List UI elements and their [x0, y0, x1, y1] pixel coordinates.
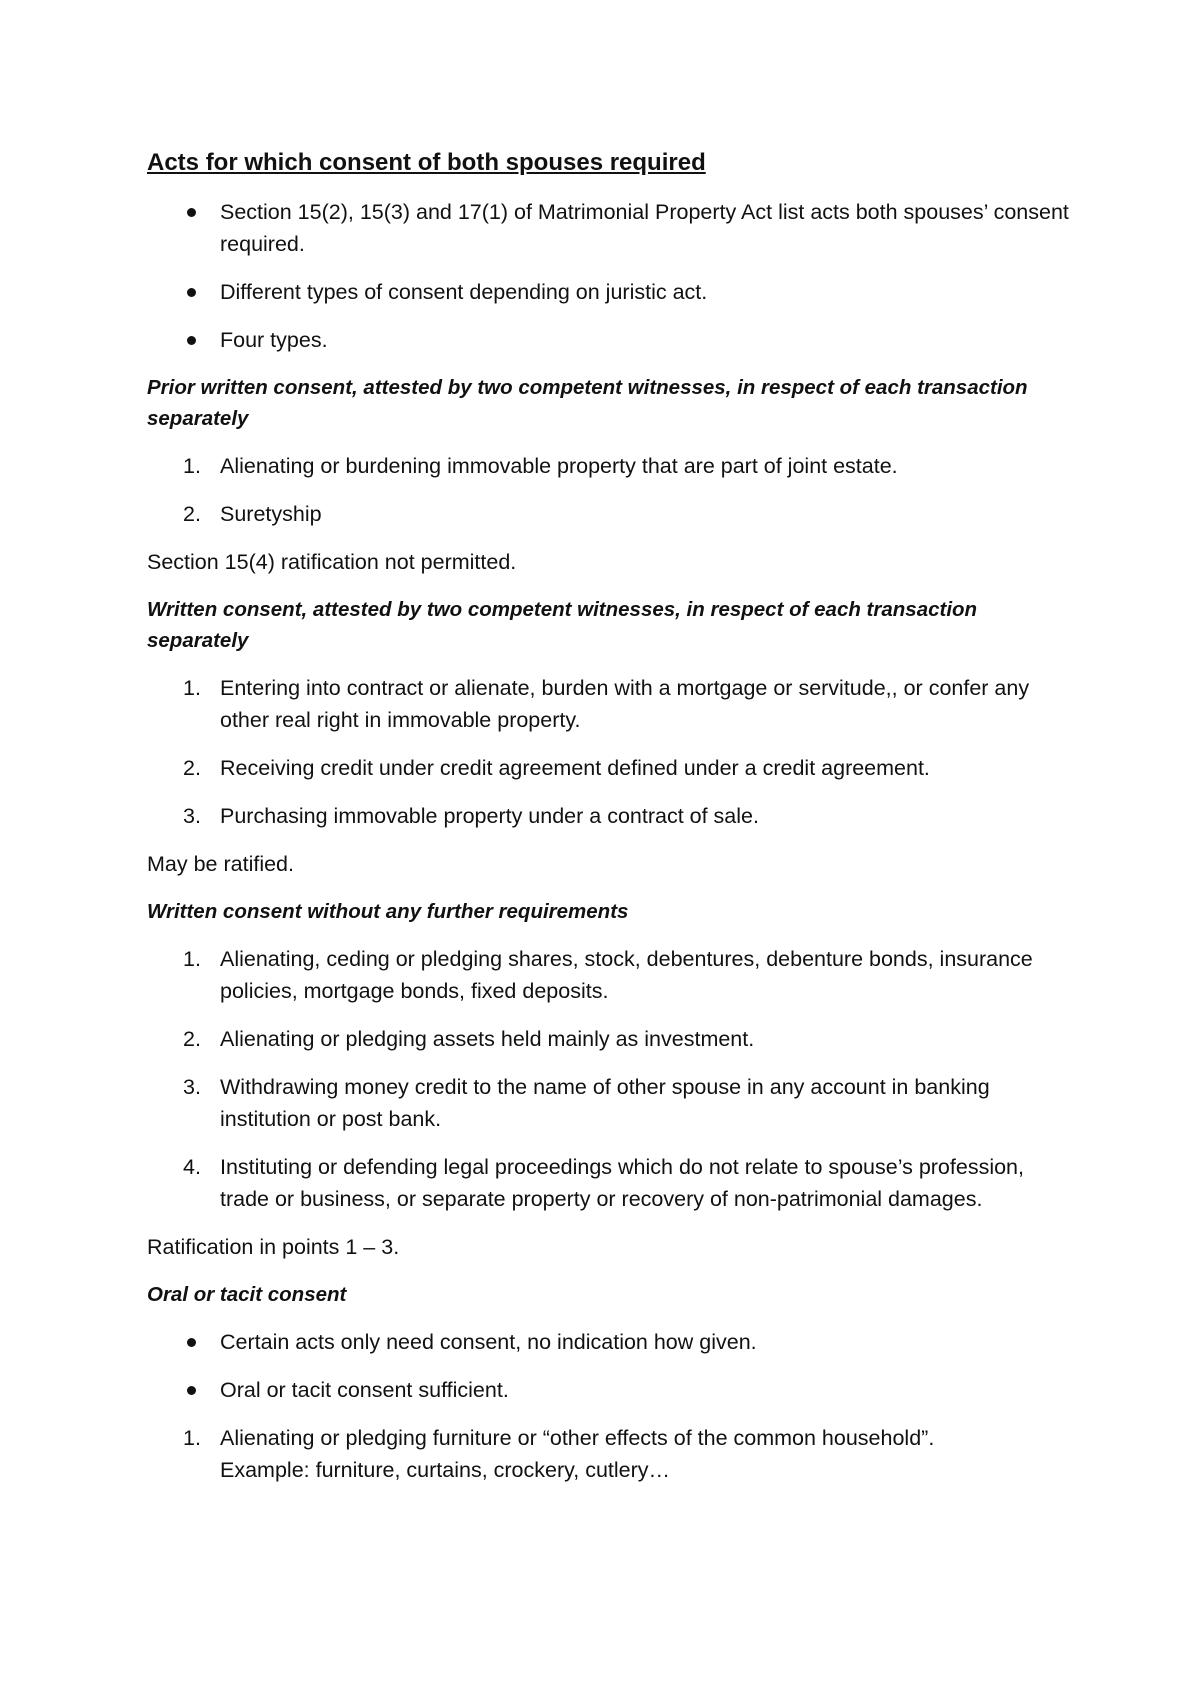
list-number: 3. — [183, 1075, 201, 1099]
bullet-icon — [187, 288, 196, 297]
list-number: 2. — [183, 756, 201, 780]
list-item-text: Four types. — [220, 328, 328, 352]
document-page — [147, 140, 1077, 1502]
list-number: 1. — [183, 454, 201, 478]
bullet-icon — [187, 1386, 196, 1395]
list-number: 2. — [183, 1027, 201, 1051]
section-heading: Oral or tacit consent — [147, 1283, 347, 1306]
section-heading: Written consent, attested by two competent witnesses, in respect of each transaction separately — [147, 598, 978, 652]
list-item-text: Certain acts only need consent, no indication how given. — [220, 1330, 757, 1354]
list-item — [147, 672, 1077, 736]
list-item-text: Alienating or pledging furniture or “other effects of the common household”. — [220, 1426, 935, 1450]
numbered-list — [147, 672, 1077, 832]
section-note: Ratification in points 1 – 3. — [147, 1235, 400, 1259]
list-item-text: Withdrawing money credit to the name of other spouse in any account in banking institution or post bank. — [220, 1075, 990, 1131]
example-text: Example: furniture, curtains, crockery, cutlery… — [220, 1458, 671, 1482]
list-number: 2. — [183, 502, 201, 526]
list-number: 1. — [183, 676, 201, 700]
section-heading: Written consent without any further requirements — [147, 900, 629, 923]
list-item — [147, 1374, 1077, 1406]
list-item — [147, 196, 1077, 260]
list-item — [147, 450, 1077, 482]
list-number: 1. — [183, 947, 201, 971]
section-note: Section 15(4) ratification not permitted. — [147, 550, 517, 574]
list-item — [147, 800, 1077, 832]
list-item-text: Alienating or burdening immovable property that are part of joint estate. — [220, 454, 898, 478]
list-item — [147, 1023, 1077, 1055]
list-number: 1. — [183, 1426, 201, 1450]
list-number: 4. — [183, 1155, 201, 1179]
list-item-text: Purchasing immovable property under a contract of sale. — [220, 804, 759, 828]
list-item — [147, 1326, 1077, 1358]
bullet-list — [147, 1326, 1077, 1406]
bullet-icon — [187, 1338, 196, 1347]
numbered-list — [147, 450, 1077, 530]
list-item-text: Receiving credit under credit agreement defined under a credit agreement. — [220, 756, 930, 780]
bullet-icon — [187, 208, 196, 217]
intro-bullet-list — [147, 196, 1077, 356]
page-title: Acts for which consent of both spouses required — [147, 149, 706, 176]
list-item — [147, 324, 1077, 356]
list-item — [147, 1422, 1077, 1486]
list-item-text: Entering into contract or alienate, burden with a mortgage or servitude,, or confer any other real right in immovable property. — [220, 676, 1030, 732]
list-item-text: Section 15(2), 15(3) and 17(1) of Matrimonial Property Act list acts both spouses’ consent required. — [220, 200, 1069, 256]
section-note: May be ratified. — [147, 852, 294, 876]
list-item — [147, 1151, 1077, 1215]
list-item — [147, 498, 1077, 530]
numbered-list — [147, 1422, 1077, 1486]
list-item — [147, 1071, 1077, 1135]
list-item-text: Suretyship — [220, 502, 322, 526]
list-item-text: Alienating, ceding or pledging shares, stock, debentures, debenture bonds, insurance policies, mortgage bonds, fixed deposits. — [220, 947, 1033, 1003]
list-item-text: Instituting or defending legal proceedings which do not relate to spouse’s profession, trade or business, or separate property or recovery of non-patrimonial damages. — [220, 1155, 1024, 1211]
bullet-icon — [187, 336, 196, 345]
list-number: 3. — [183, 804, 201, 828]
list-item-text: Oral or tacit consent sufficient. — [220, 1378, 509, 1402]
numbered-list — [147, 943, 1077, 1215]
section-heading: Prior written consent, attested by two competent witnesses, in respect of each transaction separately — [147, 376, 1028, 430]
list-item — [147, 276, 1077, 308]
list-item-text: Different types of consent depending on juristic act. — [220, 280, 708, 304]
list-item — [147, 943, 1077, 1007]
list-item-text: Alienating or pledging assets held mainly as investment. — [220, 1027, 755, 1051]
list-item — [147, 752, 1077, 784]
